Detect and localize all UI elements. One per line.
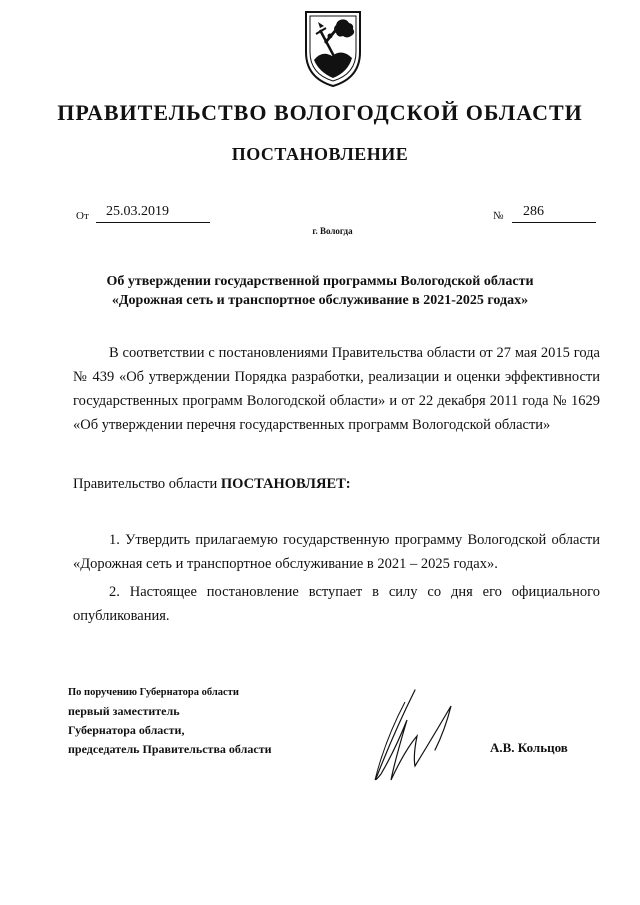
handwritten-signature <box>355 680 485 790</box>
signature-block <box>68 683 272 759</box>
org-title: ПРАВИТЕЛЬСТВО ВОЛОГОДСКОЙ ОБЛАСТИ <box>57 100 583 125</box>
number-underline <box>512 222 596 223</box>
doc-type-title: ПОСТАНОВЛЕНИЕ <box>231 144 409 164</box>
document-heading <box>60 272 580 310</box>
resolves-line <box>73 472 600 496</box>
number-prefix: № <box>493 210 504 222</box>
signature-line-3: Губернатора области, <box>68 723 185 737</box>
document-number: 286 <box>523 204 544 219</box>
heading-line-2: «Дорожная сеть и транспортное обслуживание в 2021-2025 годах» <box>111 293 529 308</box>
item-1: 1. Утвердить прилагаемую государственную программу Вологодской области «Дорожная сеть и транспортное обслуживание в 2021 – 2025 годах». <box>73 532 600 572</box>
intro-paragraph: В соответствии с постановлениями Правительства области от 27 мая 2015 года № 439 «Об утверждении Порядка разработки, реализации и оценки эффективности государственных программ Вологодской области» и от 22 декабря 2011 года № 1629 «Об утверждении перечня государственных программ Вологодской области» <box>73 345 600 433</box>
resolves-prefix: Правительство области <box>73 476 218 492</box>
document-date: 25.03.2019 <box>106 204 169 219</box>
date-prefix: От <box>76 210 89 222</box>
signatory-name: А.В. Кольцов <box>490 740 568 755</box>
item-2: 2. Настоящее постановление вступает в силу со дня его официального опубликования. <box>73 584 600 624</box>
signature-line-4: председатель Правительства области <box>68 742 272 756</box>
date-underline <box>96 222 210 223</box>
vologda-coat-of-arms-icon <box>300 8 366 90</box>
signature-line-1: По поручению Губернатора области <box>68 687 239 698</box>
city-label: г. Вологда <box>312 226 353 236</box>
signature-line-2: первый заместитель <box>68 704 180 718</box>
resolves-word: ПОСТАНОВЛЯЕТ: <box>220 476 351 492</box>
heading-line-1: Об утверждении государственной программы Вологодской области <box>106 274 534 289</box>
